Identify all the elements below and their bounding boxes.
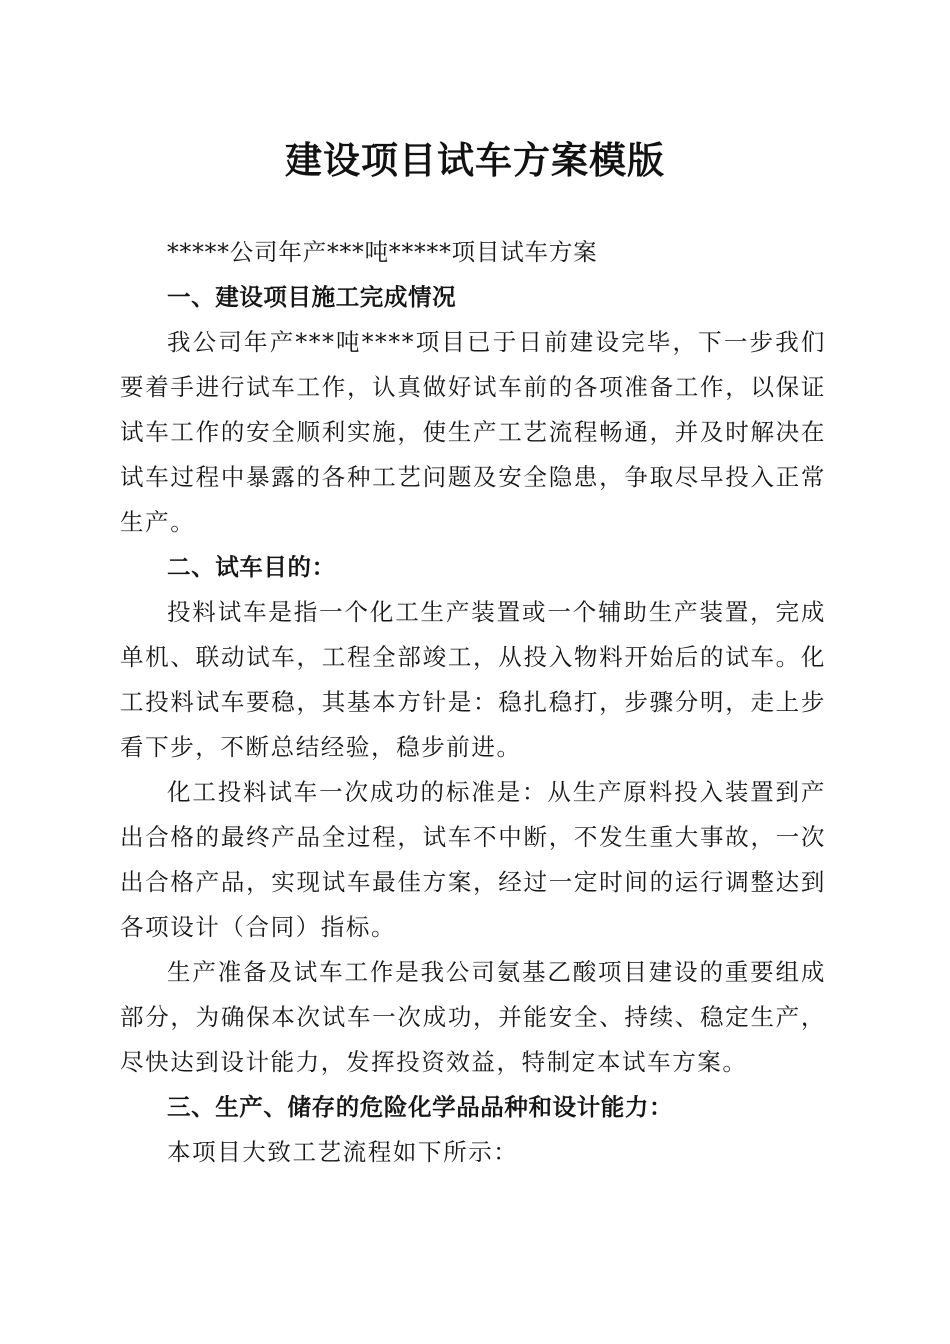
document-title: 建设项目试车方案模版: [285, 138, 665, 182]
document-body: [120, 230, 826, 1175]
section2-paragraph-3: 生产准备及试车工作是我公司氨基乙酸项目建设的重要组成部分，为确保本次试车一次成功，并能安全、持续、稳定生产，尽快达到设计能力，发挥投资效益，特制定本试车方案。: [120, 958, 826, 1076]
section2-paragraph-1: 投料试车是指一个化工生产装置或一个辅助生产装置，完成单机、联动试车，工程全部竣工，从投入物料开始后的试车。化工投料试车要稳，其基本方针是：稳扎稳打，步骤分明，走上步看下步，不断总结经验，稳步前进。: [120, 598, 826, 761]
section-heading-3: 三、生产、储存的危险化学品品种和设计能力：: [167, 1093, 674, 1121]
section1-paragraph-1: 我公司年产***吨****项目已于日前建设完毕，下一步我们要着手进行试车工作，认真做好试车前的各项准备工作，以保证试车工作的安全顺利实施，使生产工艺流程畅通，并及时解决在试车过程中暴露的各种工艺问题及安全隐患，争取尽早投入正常生产。: [120, 328, 826, 536]
section-heading-2: 二、试车目的：: [167, 553, 336, 581]
document-subtitle: *****公司年产***吨*****项目试车方案: [167, 238, 598, 266]
section3-paragraph-1: 本项目大致工艺流程如下所示：: [167, 1138, 519, 1166]
section2-paragraph-2: 化工投料试车一次成功的标准是：从生产原料投入装置到产出合格的最终产品全过程，试车不中断，不发生重大事故，一次出合格产品，实现试车最佳方案，经过一定时间的运行调整达到各项设计（合同）指标。: [120, 778, 826, 941]
section-heading-1: 一、建设项目施工完成情况: [167, 283, 457, 311]
